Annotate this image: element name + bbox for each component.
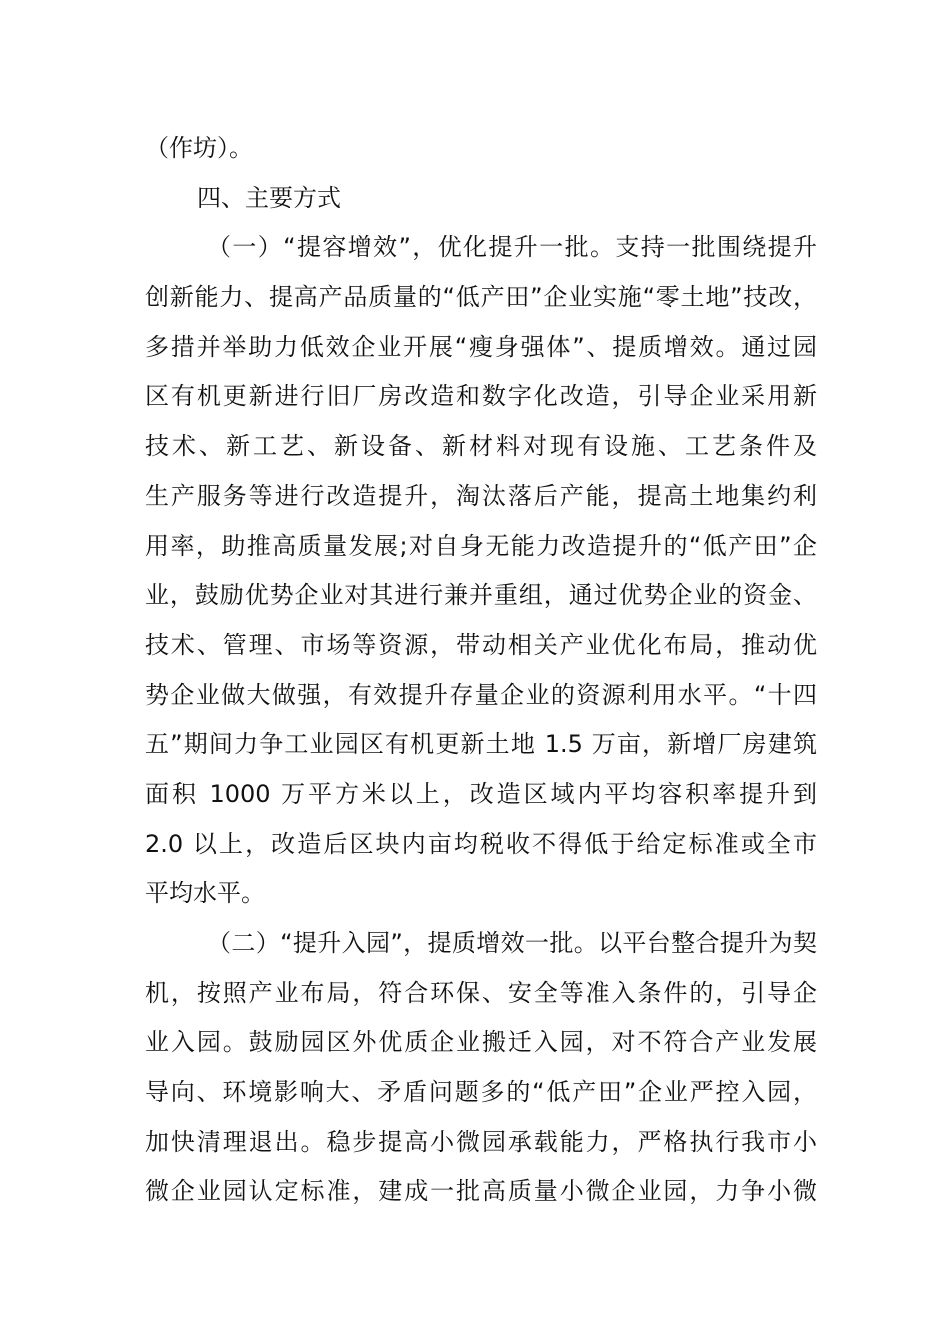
text-line: 2.0 以上，改造后区块内亩均税收不得低于给定标准或全市 <box>145 829 817 858</box>
text-line: 机，按照产业布局，符合环保、安全等准入条件的，引导企 <box>145 978 817 1007</box>
document-body <box>145 124 817 1217</box>
paragraph-1-first-line: （一）“提容增效”，优化提升一批。支持一批围绕提升 <box>207 233 817 262</box>
text-line: 业，鼓励优势企业对其进行兼并重组，通过优势企业的资金、 <box>145 581 817 610</box>
section-heading: 四、主要方式 <box>197 183 341 212</box>
text-line: （作坊）。 <box>145 134 253 162</box>
text-line: 技术、管理、市场等资源，带动相关产业优化布局，推动优 <box>145 630 817 659</box>
text-line: 创新能力、提高产品质量的“低产田”企业实施“零土地”技改， <box>145 283 817 312</box>
text-line: 五”期间力争工业园区有机更新土地 1.5 万亩，新增厂房建筑 <box>145 730 817 759</box>
paragraph-1-last-line: 平均水平。 <box>145 879 265 908</box>
text-line: 面积 1000 万平方米以上，改造区域内平均容积率提升到 <box>145 779 817 808</box>
text-line: 微企业园认定标准，建成一批高质量小微企业园，力争小微 <box>145 1177 817 1206</box>
text-line: 生产服务等进行改造提升，淘汰落后产能，提高土地集约利 <box>145 481 817 510</box>
text-line: 用率，助推高质量发展;对自身无能力改造提升的“低产田”企 <box>145 531 817 560</box>
text-line: 技术、新工艺、新设备、新材料对现有设施、工艺条件及 <box>145 432 817 461</box>
paragraph-2-first-line: （二）“提升入园”，提质增效一批。以平台整合提升为契 <box>207 929 817 957</box>
text-line: 多措并举助力低效企业开展“瘦身强体”、提质增效。通过园 <box>145 332 817 361</box>
text-line: 导向、环境影响大、矛盾问题多的“低产田”企业严控入园， <box>145 1078 817 1107</box>
text-line: 区有机更新进行旧厂房改造和数字化改造，引导企业采用新 <box>145 382 817 411</box>
text-line: 加快清理退出。稳步提高小微园承载能力，严格执行我市小 <box>145 1127 817 1156</box>
text-line: 业入园。鼓励园区外优质企业搬迁入园，对不符合产业发展 <box>145 1028 817 1057</box>
text-line: 势企业做大做强，有效提升存量企业的资源利用水平。“十四 <box>145 680 817 709</box>
